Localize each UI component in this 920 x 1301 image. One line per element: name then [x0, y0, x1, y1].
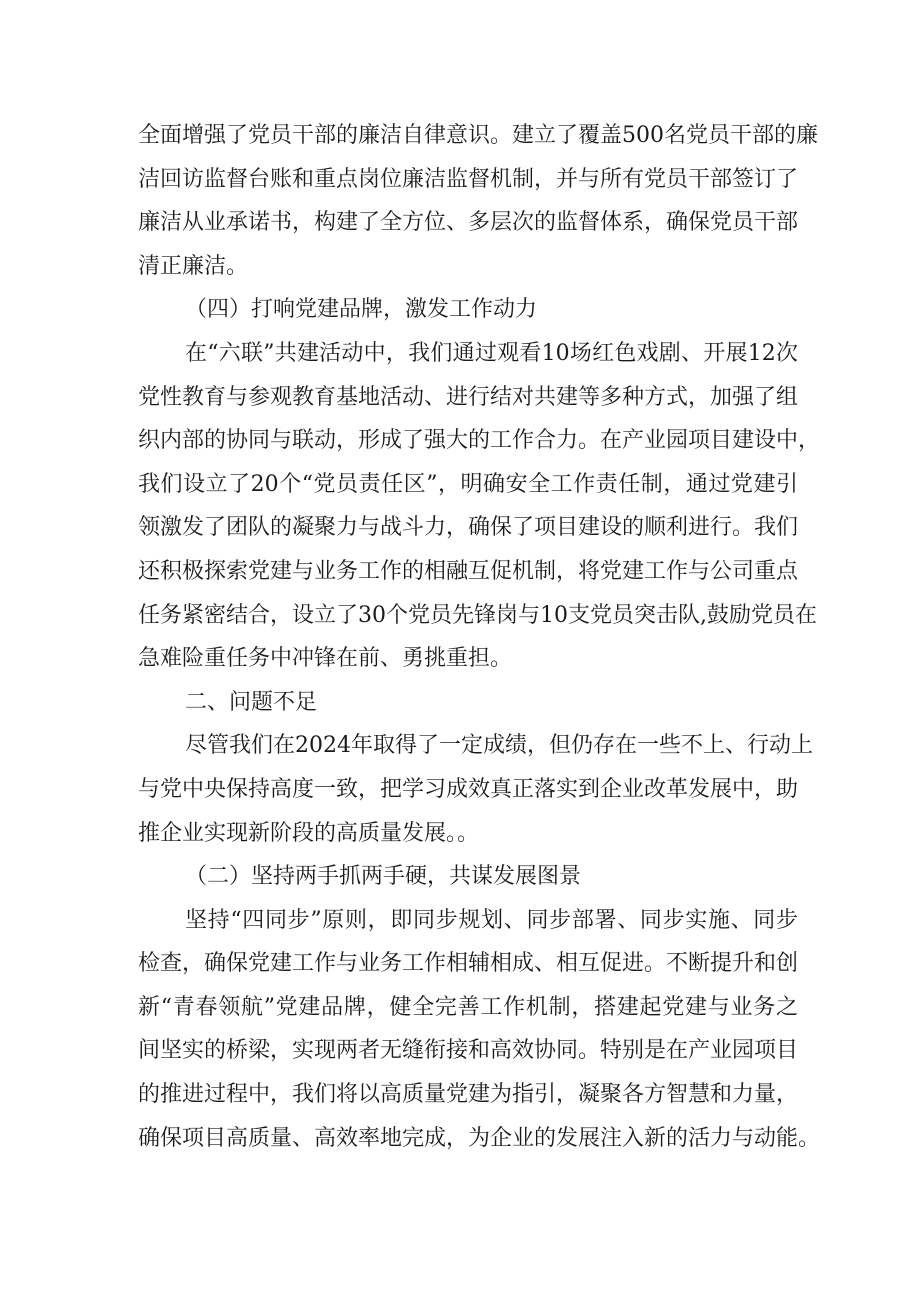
paragraph-line: 确保项目高质量、高效率地完成，为企业的发展注入新的活力与动能。: [138, 1125, 821, 1151]
heading-text: （二）坚持两手抓两手硬，共谋发展图景: [185, 864, 582, 890]
section-heading: [138, 681, 798, 725]
section-heading: [138, 855, 798, 899]
document-body: [138, 114, 821, 1160]
paragraph-line: 尽管我们在2024年取得了一定成绩，但仍存在一些不上、行动上: [185, 733, 813, 759]
paragraph-line: 我们设立了20个“党员责任区”，明确安全工作责任制，通过党建引: [138, 471, 798, 497]
paragraph-line: 新“青春领航”党建品牌，健全完善工作机制，搭建起党建与业务之: [138, 994, 798, 1020]
paragraph-line: 织内部的协同与联动，形成了强大的工作合力。在产业园项目建设中，: [138, 428, 821, 454]
heading-text: 二、问题不足: [185, 689, 318, 715]
paragraph-line: 领激发了团队的凝聚力与战斗力，确保了项目建设的顺利进行。我们: [138, 515, 799, 541]
paragraph-line: 清正廉洁。: [138, 253, 249, 279]
paragraph-line: 任务紧密结合，设立了30个党员先锋岗与10支党员突击队,鼓励党员在: [138, 602, 817, 628]
paragraph-line: 急难险重任务中冲锋在前、勇挑重担。: [138, 646, 513, 672]
section-heading: [138, 288, 798, 332]
paragraph-line: 与党中央保持高度一致，把学习成效真正落实到企业改革发展中，助: [138, 776, 799, 802]
paragraph-line: 检查，确保党建工作与业务工作相辅相成、相互促进。不断提升和创: [138, 951, 799, 977]
heading-text: （四）打响党建品牌，激发工作动力: [185, 297, 538, 323]
paragraph-line: 全面增强了党员干部的廉洁自律意识。建立了覆盖500名党员干部的廉: [138, 123, 818, 148]
paragraph-line: 的推进过程中，我们将以高质量党建为指引，凝聚各方智慧和力量，: [138, 1082, 799, 1108]
paragraph-line: 党性教育与参观教育基地活动、进行结对共建等多种方式，加强了组: [138, 384, 799, 410]
body-paragraph: [138, 114, 818, 288]
body-paragraph: [138, 899, 821, 1161]
paragraph-line: 洁回访监督台账和重点岗位廉洁监督机制，并与所有党员干部签订了: [138, 166, 799, 192]
body-paragraph: [138, 724, 813, 855]
paragraph-line: 廉洁从业承诺书，构建了全方位、多层次的监督体系，确保党员干部: [138, 210, 799, 236]
paragraph-line: 坚持“四同步”原则，即同步规划、同步部署、同步实施、同步: [185, 907, 798, 933]
paragraph-line: 还积极探索党建与业务工作的相融互促机制，将党建工作与公司重点: [138, 558, 799, 584]
paragraph-line: 间坚实的桥梁，实现两者无缝衔接和高效协同。特别是在产业园项目: [138, 1038, 799, 1064]
paragraph-line: 推企业实现新阶段的高质量发展。。: [138, 820, 480, 846]
paragraph-line: 在“六联”共建活动中，我们通过观看10场红色戏剧、开展12次: [185, 340, 798, 366]
body-paragraph: [138, 332, 821, 681]
